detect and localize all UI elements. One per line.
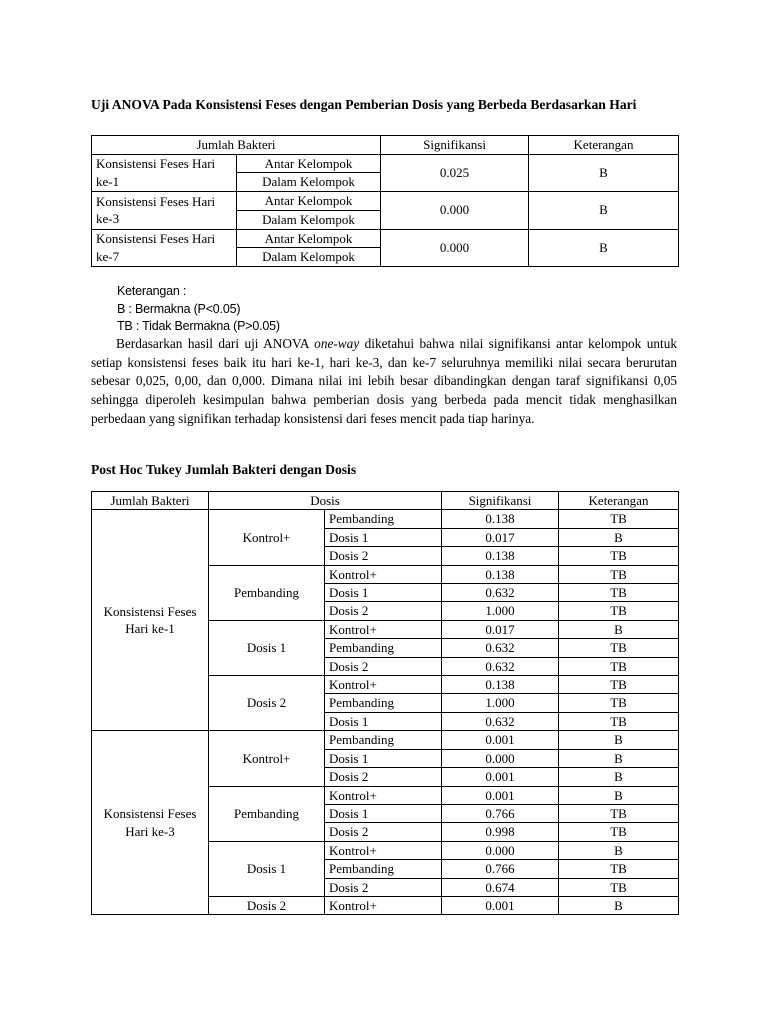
compare-dose: Dosis 2 xyxy=(325,602,442,620)
sig-value: 0.138 xyxy=(442,565,559,583)
compare-dose: Dosis 2 xyxy=(325,768,442,786)
paragraph-rest: diketahui bahwa nilai signifikansi antar kelompok untuk setiap konsistensi feses baik itu hari ke-1, hari ke-3, dan ke-7 seluruhnya memiliki nilai secara berurutan sebesar 0,025, 0,00, dan 0,000. Dimana nilai ini lebih besar dibandingkan dengan taraf signifikansi 0,05 sehingga diperoleh kesimpulan bahwa pemberian dosis yang berbeda pada mencit tidak menghasilkan perbedaan yang signifikan terhadap konsistensi dari feses mencit pada tiap harinya. xyxy=(91,336,677,426)
compare-dose: Dosis 1 xyxy=(325,749,442,767)
sig-value: 0.000 xyxy=(442,841,559,859)
ket-value: TB xyxy=(559,584,679,602)
ket-value: B xyxy=(559,620,679,638)
ket-value: TB xyxy=(559,602,679,620)
ket-value: TB xyxy=(559,712,679,730)
legend-title: Keterangan : xyxy=(117,284,187,298)
table-row xyxy=(92,510,679,528)
compare-dose: Dosis 2 xyxy=(325,657,442,675)
ket-value: TB xyxy=(559,565,679,583)
ket-value: TB xyxy=(559,510,679,528)
compare-dose: Dosis 1 xyxy=(325,528,442,546)
posthoc-header-row xyxy=(92,492,679,510)
compare-dose: Kontrol+ xyxy=(325,676,442,694)
header-signifikansi: Signifikansi xyxy=(442,492,559,510)
row-label: Konsistensi Feses Hari ke-1 xyxy=(92,154,237,191)
ket-value: B xyxy=(559,896,679,914)
sig-value: 0.001 xyxy=(442,786,559,804)
sig-value: 0.017 xyxy=(442,620,559,638)
ket-value: B xyxy=(529,154,679,191)
compare-dose: Kontrol+ xyxy=(325,841,442,859)
sub-dalam: Dalam Kelompok xyxy=(237,173,381,192)
sig-value: 0.632 xyxy=(442,639,559,657)
dose-label: Kontrol+ xyxy=(209,510,325,565)
compare-dose: Dosis 2 xyxy=(325,547,442,565)
dose-label: Pembanding xyxy=(209,565,325,620)
ket-value: B xyxy=(559,731,679,749)
sig-value: 0.025 xyxy=(381,154,529,191)
anova-row xyxy=(92,229,679,248)
sig-value: 0.000 xyxy=(381,192,529,229)
header-keterangan: Keterangan xyxy=(559,492,679,510)
sig-value: 0.000 xyxy=(442,749,559,767)
table-row xyxy=(92,731,679,749)
sub-antar: Antar Kelompok xyxy=(237,229,381,248)
compare-dose: Dosis 1 xyxy=(325,804,442,822)
sig-value: 0.632 xyxy=(442,584,559,602)
legend-b: B : Bermakna (P<0.05) xyxy=(117,301,241,316)
sig-value: 0.632 xyxy=(442,657,559,675)
sig-value: 1.000 xyxy=(442,694,559,712)
ket-value: TB xyxy=(559,657,679,675)
ket-value: B xyxy=(559,786,679,804)
sig-value: 1.000 xyxy=(442,602,559,620)
dose-label: Dosis 2 xyxy=(209,676,325,731)
sig-value: 0.138 xyxy=(442,676,559,694)
anova-row xyxy=(92,154,679,173)
sig-value: 0.138 xyxy=(442,547,559,565)
row-label: Konsistensi Feses Hari ke-7 xyxy=(92,229,237,266)
paragraph-start: Berdasarkan hasil dari uji ANOVA xyxy=(116,336,315,351)
ket-value: B xyxy=(529,192,679,229)
sig-value: 0.766 xyxy=(442,860,559,878)
compare-dose: Dosis 1 xyxy=(325,712,442,730)
ket-value: B xyxy=(559,841,679,859)
sub-dalam: Dalam Kelompok xyxy=(237,248,381,267)
posthoc-title: Post Hoc Tukey Jumlah Bakteri dengan Dosis xyxy=(91,462,357,477)
compare-dose: Kontrol+ xyxy=(325,786,442,804)
compare-dose: Pembanding xyxy=(325,694,442,712)
compare-dose: Pembanding xyxy=(325,510,442,528)
sig-value: 0.138 xyxy=(442,510,559,528)
anova-table xyxy=(91,135,679,267)
ket-value: TB xyxy=(559,878,679,896)
sig-value: 0.766 xyxy=(442,804,559,822)
compare-dose: Kontrol+ xyxy=(325,896,442,914)
legend-tb: TB : Tidak Bermakna (P>0.05) xyxy=(117,319,280,334)
sig-value: 0.998 xyxy=(442,823,559,841)
ket-value: TB xyxy=(559,694,679,712)
compare-dose: Dosis 1 xyxy=(325,584,442,602)
ket-value: TB xyxy=(559,823,679,841)
dose-label: Kontrol+ xyxy=(209,731,325,786)
header-keterangan: Keterangan xyxy=(529,136,679,155)
legend xyxy=(117,283,280,336)
ket-value: TB xyxy=(559,676,679,694)
anova-row xyxy=(92,192,679,211)
group-label: Konsistensi Feses Hari ke-3 xyxy=(92,731,209,915)
anova-title: Uji ANOVA Pada Konsistensi Feses dengan Pemberian Dosis yang Berbeda Berdasarkan Hari xyxy=(91,97,637,112)
header-jumlah-bakteri: Jumlah Bakteri xyxy=(92,136,381,155)
compare-dose: Dosis 2 xyxy=(325,878,442,896)
row-label: Konsistensi Feses Hari ke-3 xyxy=(92,192,237,229)
header-dosis: Dosis xyxy=(209,492,442,510)
dose-label: Dosis 1 xyxy=(209,841,325,896)
header-jumlah-bakteri: Jumlah Bakteri xyxy=(92,492,209,510)
sig-value: 0.001 xyxy=(442,731,559,749)
compare-dose: Kontrol+ xyxy=(325,620,442,638)
sub-antar: Antar Kelompok xyxy=(237,154,381,173)
anova-paragraph xyxy=(91,335,677,429)
sig-value: 0.017 xyxy=(442,528,559,546)
group-label: Konsistensi Feses Hari ke-1 xyxy=(92,510,209,731)
anova-header-row xyxy=(92,136,679,155)
dose-label: Dosis 2 xyxy=(209,896,325,914)
sig-value: 0.632 xyxy=(442,712,559,730)
compare-dose: Kontrol+ xyxy=(325,565,442,583)
sub-antar: Antar Kelompok xyxy=(237,192,381,211)
sub-dalam: Dalam Kelompok xyxy=(237,210,381,229)
sig-value: 0.001 xyxy=(442,896,559,914)
paragraph-emphasis: one-way xyxy=(314,336,360,351)
posthoc-table xyxy=(91,491,679,915)
dose-label: Pembanding xyxy=(209,786,325,841)
ket-value: TB xyxy=(559,804,679,822)
dose-label: Dosis 1 xyxy=(209,620,325,675)
compare-dose: Pembanding xyxy=(325,639,442,657)
ket-value: B xyxy=(559,749,679,767)
compare-dose: Pembanding xyxy=(325,860,442,878)
ket-value: TB xyxy=(559,639,679,657)
compare-dose: Pembanding xyxy=(325,731,442,749)
ket-value: TB xyxy=(559,547,679,565)
header-signifikansi: Signifikansi xyxy=(381,136,529,155)
sig-value: 0.001 xyxy=(442,768,559,786)
ket-value: B xyxy=(559,528,679,546)
ket-value: B xyxy=(529,229,679,266)
compare-dose: Dosis 2 xyxy=(325,823,442,841)
sig-value: 0.000 xyxy=(381,229,529,266)
sig-value: 0.674 xyxy=(442,878,559,896)
ket-value: B xyxy=(559,768,679,786)
ket-value: TB xyxy=(559,860,679,878)
